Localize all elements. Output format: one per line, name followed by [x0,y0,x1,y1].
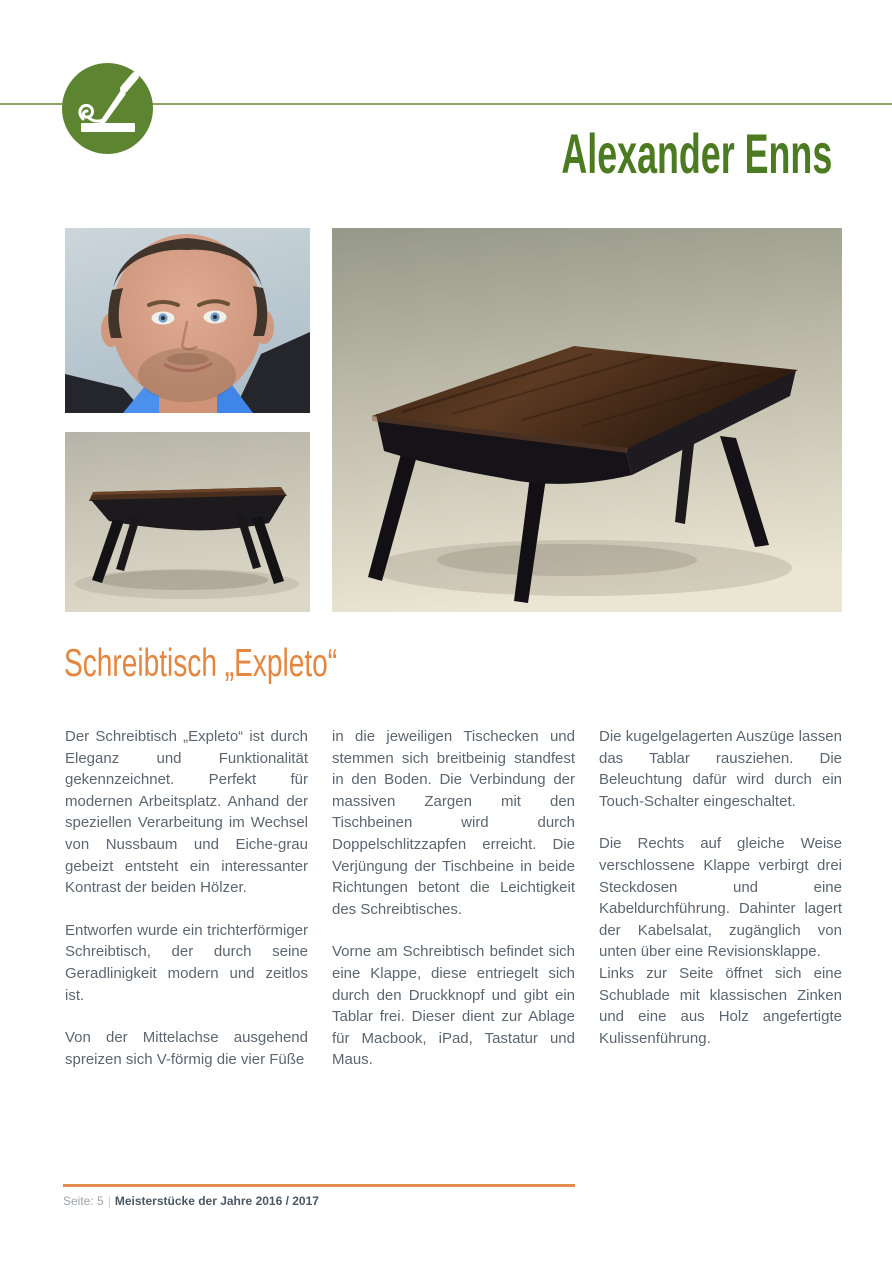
text-column-2 [332,726,575,1071]
paragraph: Die Rechts auf gleiche Weise verschlossene Klappe verbirgt drei Steckdosen und eine Kabeldurchführung. Dahinter lagert der Kabelsalat, zugänglich von unten über eine Revisionsklappe. [599,835,842,961]
logo-badge [62,63,153,154]
wood-plane-chisel-icon [62,63,153,154]
desk-perspective-photo-image [332,228,842,612]
footer-divider [63,1184,575,1187]
page-title [409,122,832,185]
footer [63,1193,319,1209]
author-name: Alexander Enns [561,122,832,185]
paragraph: in die jeweiligen Tischecken und stemmen sich breitbeinig standfest in den Boden. Die Verbindung der massiven Zargen mit den Tischbeinen wird durch Doppelschlitzzapfen erreicht. Die Verjüngung der Tischbeine in beide Richtungen betont die Leichtigkeit des Schreibtisches. [332,728,575,918]
text-column-3 [599,726,842,1071]
paragraph: Von der Mittelachse ausgehend spreizen sich V-förmig die vier Füße [65,1029,308,1068]
publication-title: Meisterstücke der Jahre 2016 / 2017 [114,1194,319,1208]
footer-separator: | [107,1194,111,1208]
paragraph: Entworfen wurde ein trichterförmiger Schreibtisch, der durch seine Geradlinigkeit modern und zeitlos ist. [65,921,308,1004]
text-column-1 [65,726,308,1071]
portrait-photo-image [65,228,310,413]
paragraph: Der Schreibtisch „Expleto“ ist durch Eleganz und Funktionalität gekennzeichnet. Perfekt für modernen Arbeitsplatz. Anhand der speziellen Verarbeitung im Wechsel von Nussbaum und Eiche-grau gebeizt entsteht ein interessanter Kontrast der beiden Hölzer. [65,728,308,897]
desk-front-photo [65,432,310,612]
page-number-label: Seite: 5 [63,1194,104,1208]
desk-perspective-photo [332,228,842,612]
article-heading-text: Schreibtisch „Expleto“ [64,642,338,685]
desk-front-photo-image [65,432,310,612]
article-heading [64,642,443,687]
paragraph: Vorne am Schreibtisch befindet sich eine Klappe, diese entriegelt sich durch den Druckknopf und gibt ein Tablar frei. Dieser dient zur Ablage für Macbook, iPad, Tastatur und Maus. [332,943,575,1069]
portrait-photo [65,228,310,413]
paragraph: Links zur Seite öffnet sich eine Schublade mit klassischen Zinken und eine aus Holz angefertigte Kulissenführung. [599,964,842,1047]
paragraph: Die kugelgelagerten Auszüge lassen das Tablar rausziehen. Die Beleuchtung dafür wird durch ein Touch-Schalter eingeschaltet. [599,728,842,810]
article-body [65,726,842,1071]
